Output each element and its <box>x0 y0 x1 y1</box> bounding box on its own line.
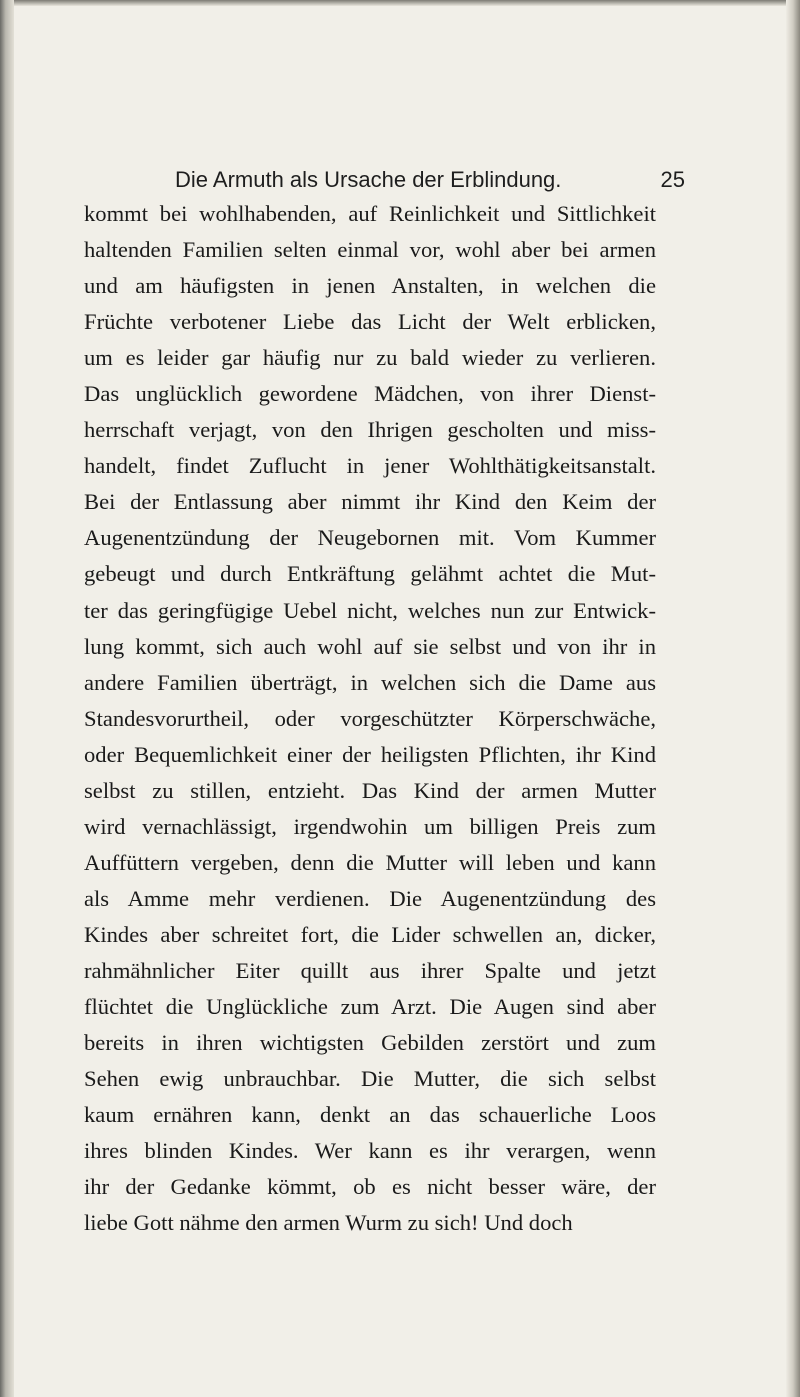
running-header <box>175 167 685 193</box>
text-line: Bei der Entlassung aber nimmt ihr Kind den Keim der <box>84 489 656 515</box>
text-line: liebe Gott nähme den armen Wurm zu sich! Und doch <box>84 1210 573 1236</box>
text-line: gebeugt und durch Entkräftung gelähmt achtet die Mut- <box>84 561 656 587</box>
text-line: oder Bequemlichkeit einer der heiligsten Pflichten, ihr Kind <box>84 741 656 767</box>
text-line: als Amme mehr verdienen. Die Augenentzündung des <box>84 885 656 911</box>
text-line: wird vernachlässigt, irgendwohin um billigen Preis zum <box>84 813 656 839</box>
text-line: flüchtet die Unglückliche zum Arzt. Die Augen sind aber <box>84 994 656 1020</box>
text-line: Augenentzündung der Neugebornen mit. Vom Kummer <box>84 525 656 551</box>
text-line: selbst zu stillen, entzieht. Das Kind der armen Mutter <box>84 777 656 803</box>
text-line: handelt, findet Zuflucht in jener Wohlthätigkeitsanstalt. <box>84 453 656 479</box>
text-line: rahmähnlicher Eiter quillt aus ihrer Spalte und jetzt <box>84 957 656 983</box>
text-line: kaum ernähren kann, denkt an das schauerliche Loos <box>84 1102 656 1128</box>
page-right-edge <box>786 0 800 1397</box>
text-line: Das unglücklich gewordene Mädchen, von ihrer Dienst- <box>84 381 656 407</box>
text-line: ihr der Gedanke kömmt, ob es nicht besser wäre, der <box>84 1174 656 1200</box>
text-line: Auffüttern vergeben, denn die Mutter will leben und kann <box>84 849 656 875</box>
text-line: bereits in ihren wichtigsten Gebilden zerstört und zum <box>84 1030 656 1056</box>
text-line: Sehen ewig unbrauchbar. Die Mutter, die sich selbst <box>84 1066 656 1092</box>
body-text <box>84 196 656 1241</box>
text-line: Früchte verbotener Liebe das Licht der Welt erblicken, <box>84 309 656 335</box>
text-line: herrschaft verjagt, von den Ihrigen gescholten und miss- <box>84 417 656 443</box>
running-title: Die Armuth als Ursache der Erblindung. <box>175 167 562 192</box>
text-line: ihres blinden Kindes. Wer kann es ihr verargen, wenn <box>84 1138 656 1164</box>
text-line: Kindes aber schreitet fort, die Lider schwellen an, dicker, <box>84 921 656 947</box>
text-line: haltenden Familien selten einmal vor, wohl aber bei armen <box>84 237 656 263</box>
text-line: andere Familien überträgt, in welchen sich die Dame aus <box>84 669 656 695</box>
text-line: lung kommt, sich auch wohl auf sie selbst und von ihr in <box>84 633 656 659</box>
text-line: und am häufigsten in jenen Anstalten, in welchen die <box>84 273 656 299</box>
page-binding-shadow <box>0 0 14 1397</box>
text-line: kommt bei wohlhabenden, auf Reinlichkeit und Sittlichkeit <box>84 201 656 226</box>
text-line: um es leider gar häufig nur zu bald wieder zu verlieren. <box>84 345 656 371</box>
page-top-edge <box>0 0 800 6</box>
text-line: ter das geringfügige Uebel nicht, welches nun zur Entwick- <box>84 597 656 623</box>
text-line: Standesvorurtheil, oder vorgeschützter Körperschwäche, <box>84 705 656 731</box>
page-number: 25 <box>660 167 685 192</box>
